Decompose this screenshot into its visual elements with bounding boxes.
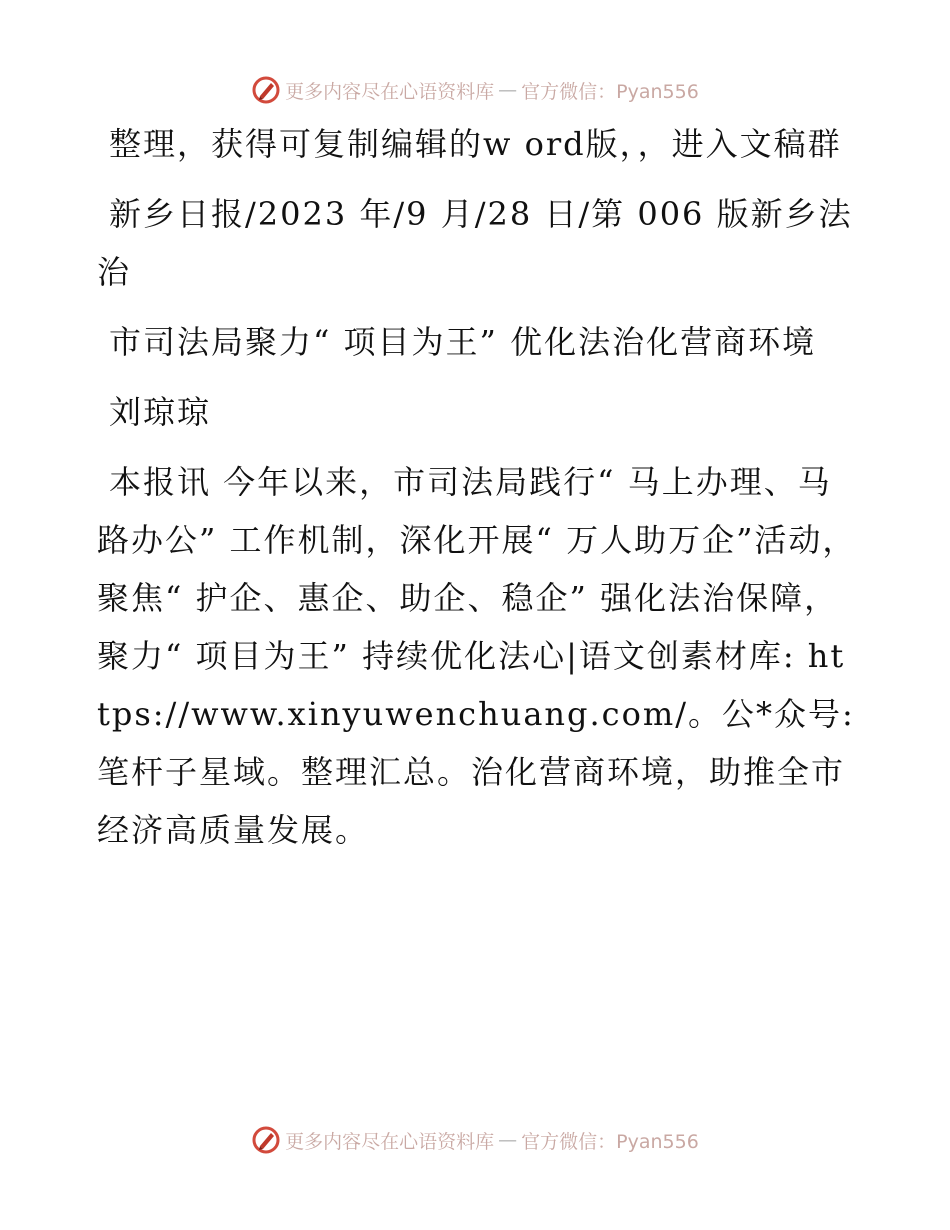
intro-paragraph: 整理，获得可复制编辑的w ord版，，进入文稿群 <box>109 125 842 163</box>
watermark-wechat: 官方微信：Pyan556 <box>521 80 699 103</box>
source-line: 新乡日报/2023 年/9 月/28 日/第 006 版新乡法治 <box>97 195 853 291</box>
watermark-separator: — <box>498 1129 518 1151</box>
article-body: 本报讯 今年以来，市司法局践行“ 马上办理、马路办公” 工作机制，深化开展“ 万人助万企”活动，聚焦“ 护企、惠企、助企、稳企” 强化法治保障，聚力“ 项目为王” 持续优化法心|语文创素材库: https://www.xinyuwenchuang.com/。公*众号: 笔杆子星域。整理汇总。治化营商环境，助推全市经济高质量发展。 <box>97 463 857 849</box>
article-title: 市司法局聚力“ 项目为王” 优化法治化营商环境 <box>109 323 817 361</box>
header-watermark <box>0 70 950 110</box>
watermark-text: 更多内容尽在心语资料库 <box>285 80 495 103</box>
footer-watermark <box>0 1120 950 1160</box>
author-name: 刘琼琼 <box>109 393 212 431</box>
watermark-wechat: 官方微信：Pyan556 <box>521 1130 699 1153</box>
document-body <box>97 115 857 871</box>
pen-logo-icon <box>251 1125 281 1155</box>
watermark-separator: — <box>498 79 518 101</box>
pen-logo-icon <box>251 75 281 105</box>
watermark-text: 更多内容尽在心语资料库 <box>285 1130 495 1153</box>
